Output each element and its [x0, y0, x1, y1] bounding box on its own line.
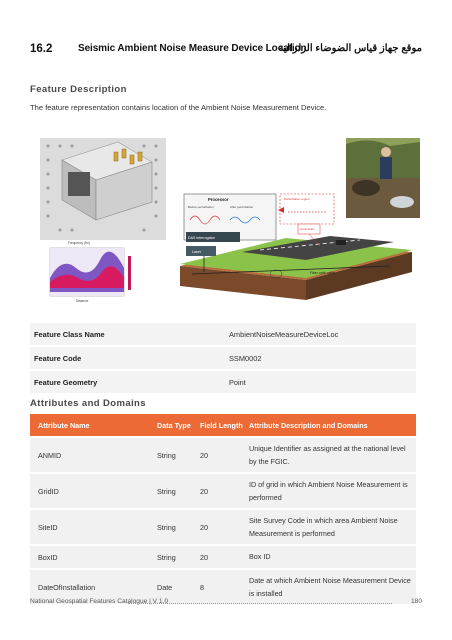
col-data-type: Data Type [157, 421, 191, 430]
table-row [30, 510, 416, 544]
device-photo [40, 138, 166, 240]
table-row [30, 546, 416, 568]
cell-attribute-name: ANMID [38, 451, 62, 460]
cell-field-length: 20 [200, 553, 208, 562]
device-illustration [30, 128, 422, 308]
attributes-table-header [30, 414, 416, 436]
illustration-graphic [30, 128, 422, 308]
attributes-table [30, 414, 416, 604]
cell-data-type: String [157, 487, 176, 496]
feature-geometry-key: Feature Geometry [34, 378, 98, 387]
feature-geometry-value: Point [229, 378, 246, 387]
after-perturbation-label: After perturbation [230, 205, 254, 209]
cell-attribute-name: GridID [38, 487, 59, 496]
laser-label: Laser [192, 250, 201, 254]
feature-class-table [30, 323, 416, 395]
table-row [30, 438, 416, 472]
feature-description-text: The feature representation contains location of the Ambient Noise Measurement Device. [30, 103, 327, 112]
perturbation-region-label: Perturbation region [284, 197, 310, 201]
cell-description: Site Survey Code in which area Ambient Noise Measurement is performed [249, 516, 398, 538]
before-perturbation-label: Before perturbation [188, 205, 214, 209]
cell-field-length: 8 [200, 583, 204, 592]
cell-description: ID of grid in which Ambient Noise Measurement is performed [249, 480, 408, 502]
section-title-english: Seismic Ambient Noise Measure Device Location [78, 43, 307, 54]
plot-x-label: Distance [76, 299, 89, 303]
col-attribute-name: Attribute Name [38, 421, 90, 430]
cell-field-length: 20 [200, 451, 208, 460]
section-title [30, 43, 422, 61]
feature-class-value: AmbientNoiseMeasureDeviceLoc [229, 330, 339, 339]
cell-data-type: Date [157, 583, 173, 592]
feature-code-row [30, 347, 416, 369]
feature-code-value: SSM0002 [229, 354, 262, 363]
spectrogram-plot [50, 241, 131, 303]
processor-label: Processor [208, 197, 229, 202]
section-number: 16.2 [30, 43, 53, 55]
col-field-length: Field Length [200, 421, 243, 430]
das-interrogator-label: DAS interrogator [188, 236, 215, 240]
footer-dotted-leader [128, 598, 392, 604]
cell-attribute-name: BoxID [38, 553, 58, 562]
cell-description: Date at which Ambient Noise Measurement Device is installed [249, 576, 411, 598]
cell-data-type: String [157, 523, 176, 532]
cell-description: Unique Identifier as assigned at the national level by the FGIC. [249, 444, 406, 466]
cell-data-type: String [157, 553, 176, 562]
feature-code-key: Feature Code [34, 354, 82, 363]
cell-field-length: 20 [200, 523, 208, 532]
attributes-heading: Attributes and Domains [30, 398, 146, 409]
cell-attribute-name: DateOfInstallation [38, 583, 96, 592]
page-footer [30, 598, 422, 608]
field-photo [346, 138, 420, 218]
page-number: 180 [410, 598, 422, 605]
cell-data-type: String [157, 451, 176, 460]
cell-field-length: 20 [200, 487, 208, 496]
col-description: Attribute Description and Domains [249, 421, 368, 430]
cell-description: Box ID [249, 552, 271, 561]
cell-attribute-name: SiteID [38, 523, 58, 532]
feature-geometry-row [30, 371, 416, 393]
feature-class-row [30, 323, 416, 345]
footer-catalogue-label: National Geospatial Features Catalogue | V 1.0 [30, 598, 169, 605]
local-strain-label: Local strain [300, 227, 315, 231]
plot-top-label: Frequency (Hz) [68, 241, 90, 245]
feature-description-heading: Feature Description [30, 84, 127, 95]
table-row [30, 474, 416, 508]
section-title-arabic: موقع جهاز قياس الضوضاء الزلزالية [278, 43, 422, 54]
fiber-cable-label: Fiber-optic cable [310, 271, 336, 275]
feature-class-key: Feature Class Name [34, 330, 105, 339]
